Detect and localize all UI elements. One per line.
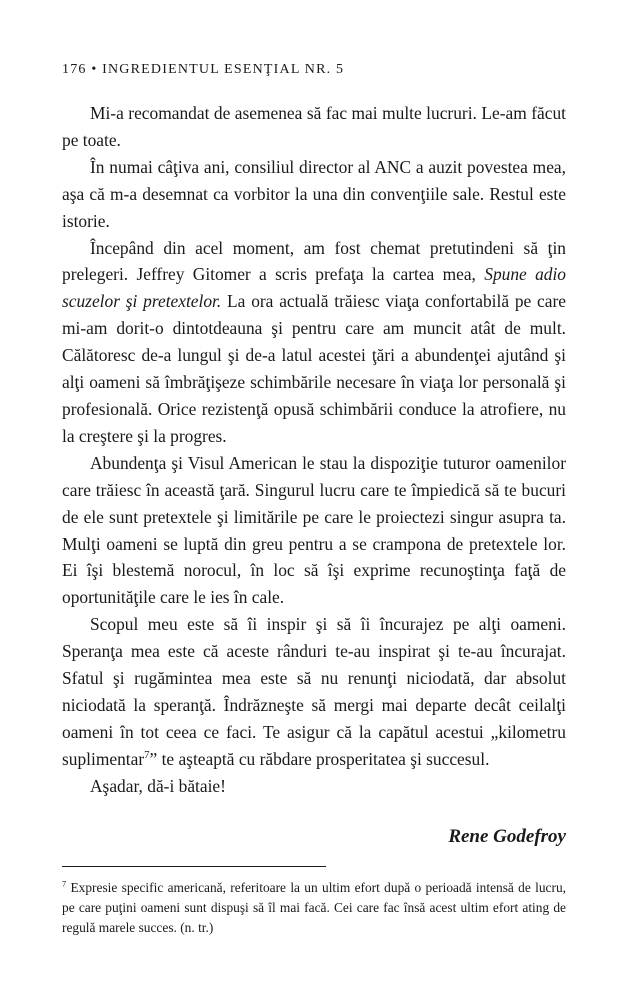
body-text — [62, 100, 566, 800]
paragraph-3-text-before: Începând din acel moment, am fost chemat pretutindeni să ţin prelegeri. Jeffrey Gitomer a scris prefaţa la cartea mea, — [62, 237, 566, 285]
footnote-divider — [62, 866, 326, 867]
paragraph-2: În numai câţiva ani, consiliul director al ANC a auzit povestea mea, aşa că m-a desemnat ca vorbitor la una din convenţiile sale. Restul este istorie. — [62, 156, 566, 231]
book-page — [62, 0, 566, 1000]
page-number: 176 — [62, 62, 87, 77]
paragraph-5-text-before: Scopul meu este să îi inspir şi să îi încurajez pe alţi oameni. Speranţa mea este că aceste rânduri te-au inspirat şi te-au încurajat. Sfatul şi rugămintea mea este să nu renunţi niciodată, dar absolut niciodată la speranţă. Îndrăzneşte să mergi mai departe decât ceilalţi oameni în tot ceea ce faci. Te asigur că la capătul acestui „kilometru suplimentar — [62, 614, 566, 769]
footnote-marker: 7 — [62, 879, 67, 889]
paragraph-5-text-after: ” te aşteaptă cu răbdare prosperitatea şi succesul. — [149, 748, 490, 769]
footnote — [62, 878, 566, 938]
paragraph-5 — [62, 611, 566, 772]
footnote-reference: 7 — [144, 748, 150, 761]
header-separator: • — [91, 62, 98, 77]
paragraph-1: Mi-a recomandat de asemenea să fac mai multe lucruri. Le-am făcut pe toate. — [62, 103, 566, 150]
book-title: Spune adio scuzelor şi pretextelor. — [62, 264, 566, 312]
paragraph-6: Aşadar, dă-i bătaie! — [90, 775, 226, 796]
paragraph-3-text-after: La ora actuală trăiesc viaţa confortabilă pe care mi-am dorit-o dintotdeauna şi pentru care am muncit atât de mult. Călătoresc de-a lungul şi de-a latul acestei ţări a abundenţei ajutând şi alţi oameni să îmbrăţişeze schimbările necesare în viaţa lor personală şi profesională. Orice rezistenţă opusă schimbării conduce la atrofiere, nu la creştere şi la progres. — [62, 291, 567, 446]
paragraph-3 — [62, 235, 566, 450]
running-header — [62, 62, 344, 78]
footnote-text: Expresie specific americană, referitoare la un ultim efort după o perioadă intensă de lucru, pe care puţini oameni sunt dispuşi să îl mai facă. Cei care fac însă acest ultim efort ating de regulă marele succes. (n. tr.) — [62, 880, 566, 935]
chapter-title: INGREDIENTUL ESENŢIAL NR. 5 — [102, 62, 345, 77]
author-signature: Rene Godefroy — [448, 826, 566, 847]
paragraph-4: Abundenţa şi Visul American le stau la dispoziţie tuturor oamenilor care trăiesc în această ţară. Singurul lucru care te împiedică să te bucuri de ele sunt pretextele şi limitările pe care le proiectezi singur asupra ta. Mulţi oameni se luptă din greu pentru a se crampona de pretextele lor. Ei îşi blestemă norocul, în loc să îşi exprime recunoştinţa faţă de oportunităţile care le ies în cale. — [62, 452, 566, 608]
